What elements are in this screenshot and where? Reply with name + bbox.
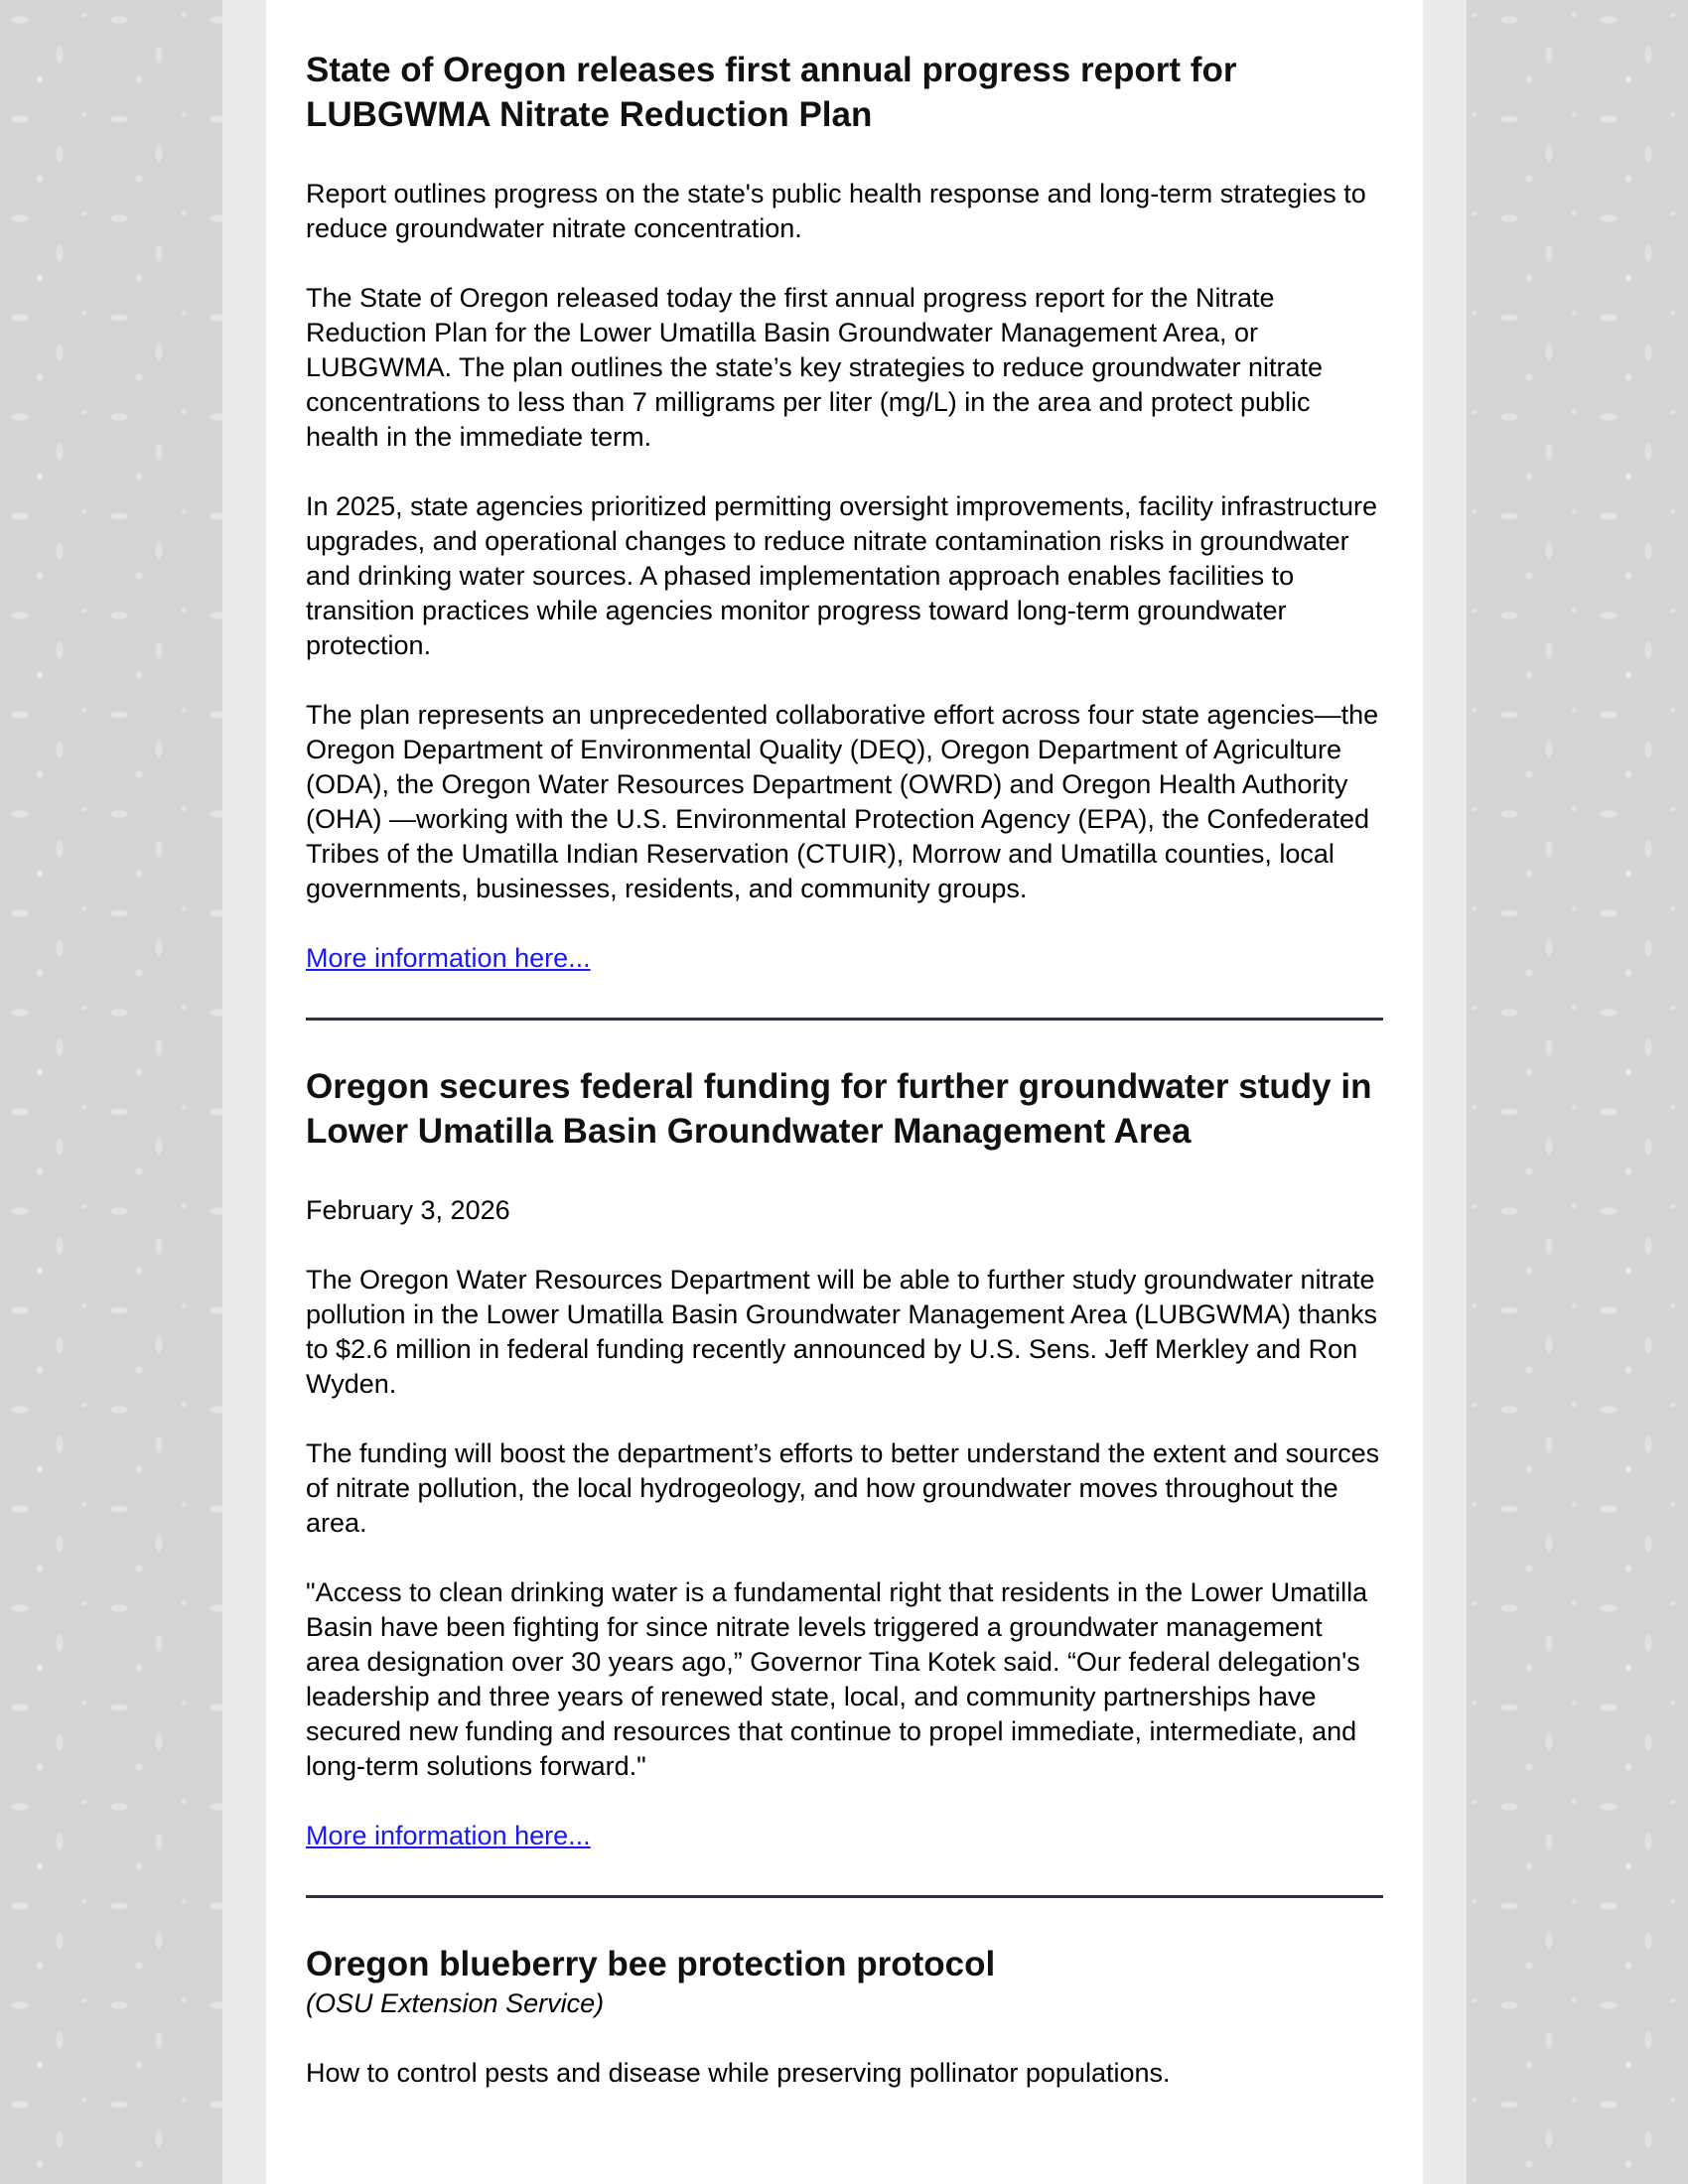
more-info-link[interactable]: More information here... <box>306 943 591 973</box>
article-federal-funding <box>306 1064 1383 1853</box>
article-blueberry-bees <box>306 1942 1383 2091</box>
article-paragraph: The plan represents an unprecedented collaborative effort across four state agencies—the Oregon Department of Environmental Quality (DEQ), Oregon Department of Agriculture (ODA), the Oregon Water Resources Department (OWRD) and Oregon Health Authority (OHA) —working with the U.S. Environmental Protection Agency (EPA), the Confederated Tribes of the Umatilla Indian Reservation (CTUIR), Morrow and Umatilla counties, local governments, businesses, residents, and community groups. <box>306 700 1379 903</box>
article-paragraph: The funding will boost the department’s efforts to better understand the extent and sources of nitrate pollution, the local hydrogeology, and how groundwater moves throughout the area. <box>306 1438 1380 1538</box>
article-date: February 3, 2026 <box>306 1195 510 1225</box>
article-title: Oregon blueberry bee protection protocol <box>306 1945 996 1983</box>
newsletter-content <box>306 48 1383 2091</box>
article-paragraph: In 2025, state agencies prioritized permitting oversight improvements, facility infrastructure upgrades, and operational changes to reduce nitrate contamination risks in groundwater and drinking water sources. A phased implementation approach enables facilities to transition practices while agencies monitor progress toward long-term groundwater protection. <box>306 491 1377 660</box>
article-source: (OSU Extension Service) <box>306 1988 605 2018</box>
article-subtitle: Report outlines progress on the state's public health response and long-term strategies to reduce groundwater nitrate concentration. <box>306 179 1366 243</box>
newsletter-page <box>266 0 1423 2184</box>
article-progress-report <box>306 48 1383 976</box>
more-info-link[interactable]: More information here... <box>306 1821 591 1850</box>
article-title: Oregon secures federal funding for further groundwater study in Lower Umatilla Basin Groundwater Management Area <box>306 1067 1372 1151</box>
article-paragraph: How to control pests and disease while preserving pollinator populations. <box>306 2058 1171 2088</box>
article-title: State of Oregon releases first annual progress report for LUBGWMA Nitrate Reduction Plan <box>306 51 1237 134</box>
article-quote: "Access to clean drinking water is a fundamental right that residents in the Lower Umatilla Basin have been fighting for since nitrate levels triggered a groundwater management area designation over 30 years ago,” Governor Tina Kotek said. “Our federal delegation's leadership and three years of renewed state, local, and community partnerships have secured new funding and resources that continue to propel immediate, intermediate, and long-term solutions forward." <box>306 1577 1368 1781</box>
article-paragraph: The Oregon Water Resources Department will be able to further study groundwater nitrate pollution in the Lower Umatilla Basin Groundwater Management Area (LUBGWMA) thanks to $2.6 million in federal funding recently announced by U.S. Sens. Jeff Merkley and Ron Wyden. <box>306 1265 1377 1399</box>
left-gutter <box>222 0 266 2184</box>
article-paragraph: The State of Oregon released today the first annual progress report for the Nitrate Reduction Plan for the Lower Umatilla Basin Groundwater Management Area, or LUBGWMA. The plan outlines the state’s key strategies to reduce groundwater nitrate concentrations to less than 7 milligrams per liter (mg/L) in the area and protect public health in the immediate term. <box>306 283 1324 452</box>
right-gutter <box>1423 0 1467 2184</box>
